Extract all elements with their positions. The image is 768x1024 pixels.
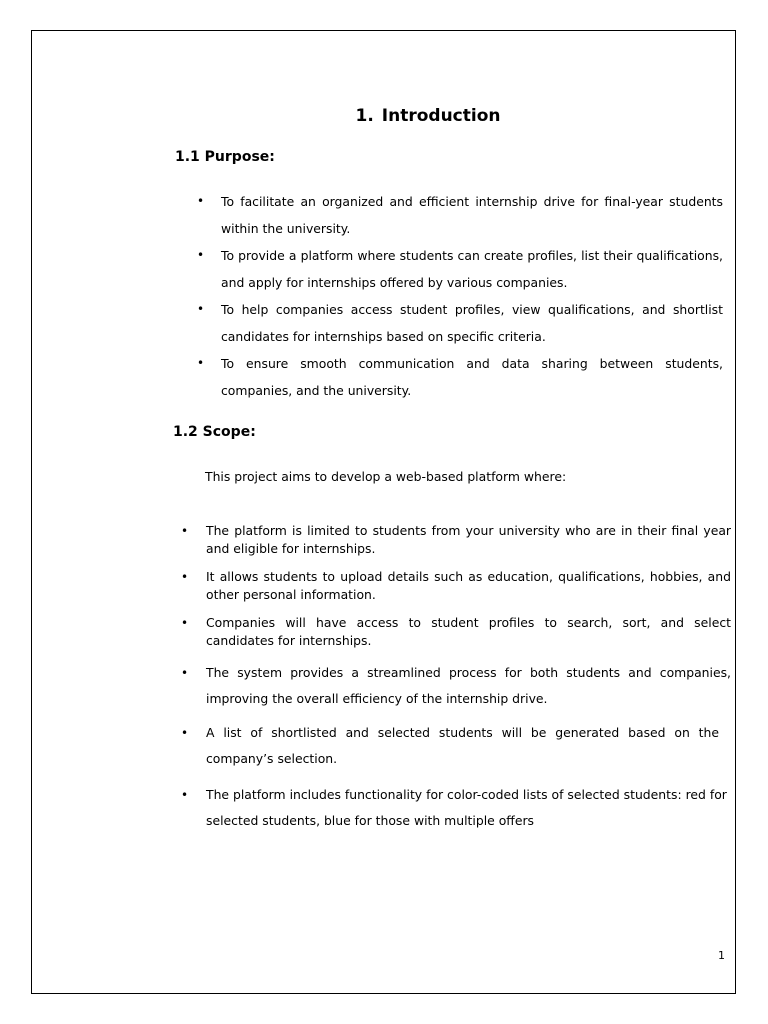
scope-heading: 1.2 Scope:	[173, 424, 256, 440]
bullet-icon: •	[181, 726, 189, 740]
scope-intro: This project aims to develop a web-based platform where:	[205, 469, 567, 484]
main-heading	[0, 106, 768, 126]
bullet-icon: •	[197, 194, 205, 208]
page-number: 1	[718, 949, 725, 962]
main-heading-title: Introduction	[381, 106, 501, 126]
bullet-icon: •	[181, 524, 189, 538]
scope-item	[181, 660, 731, 720]
page-border	[31, 30, 736, 994]
scope-item	[181, 782, 731, 834]
bullet-icon: •	[181, 616, 189, 630]
purpose-item	[197, 242, 723, 296]
purpose-item-text: To ensure smooth communication and data sharing between students, companies, and the university.	[221, 356, 723, 398]
purpose-item	[197, 188, 723, 242]
scope-list	[181, 522, 731, 834]
scope-item	[181, 720, 719, 782]
purpose-item-text: To provide a platform where students can create profiles, list their qualifications, and apply for internships offered by various companies.	[221, 248, 723, 290]
bullet-icon: •	[181, 788, 189, 802]
scope-item	[181, 522, 731, 568]
bullet-icon: •	[197, 248, 205, 262]
scope-item	[181, 614, 731, 660]
bullet-icon: •	[181, 666, 189, 680]
purpose-item	[197, 296, 723, 350]
purpose-list	[197, 188, 723, 404]
scope-item-text: A list of shortlisted and selected students will be generated based on the company’s selection.	[206, 725, 719, 766]
purpose-item-text: To help companies access student profiles, view qualifications, and shortlist candidates for internships based on specific criteria.	[221, 302, 723, 344]
scope-item-text: It allows students to upload details such as education, qualifications, hobbies, and other personal information.	[206, 569, 731, 602]
scope-item-text: The system provides a streamlined process for both students and companies, improving the overall efficiency of the internship drive.	[206, 665, 731, 706]
scope-item	[181, 568, 731, 614]
purpose-item-text: To facilitate an organized and efficient internship drive for final-year students within the university.	[221, 194, 723, 236]
bullet-icon: •	[197, 302, 205, 316]
main-heading-number: 1.	[355, 106, 374, 126]
purpose-item	[197, 350, 723, 404]
bullet-icon: •	[181, 570, 189, 584]
scope-item-text: The platform is limited to students from your university who are in their final year and eligible for internships.	[206, 523, 731, 556]
scope-item-text: The platform includes functionality for color-coded lists of selected students: red for selected students, blue for those with multiple offers	[206, 787, 727, 828]
purpose-heading: 1.1 Purpose:	[175, 149, 275, 165]
bullet-icon: •	[197, 356, 205, 370]
scope-item-text: Companies will have access to student profiles to search, sort, and select candidates for internships.	[206, 615, 731, 648]
